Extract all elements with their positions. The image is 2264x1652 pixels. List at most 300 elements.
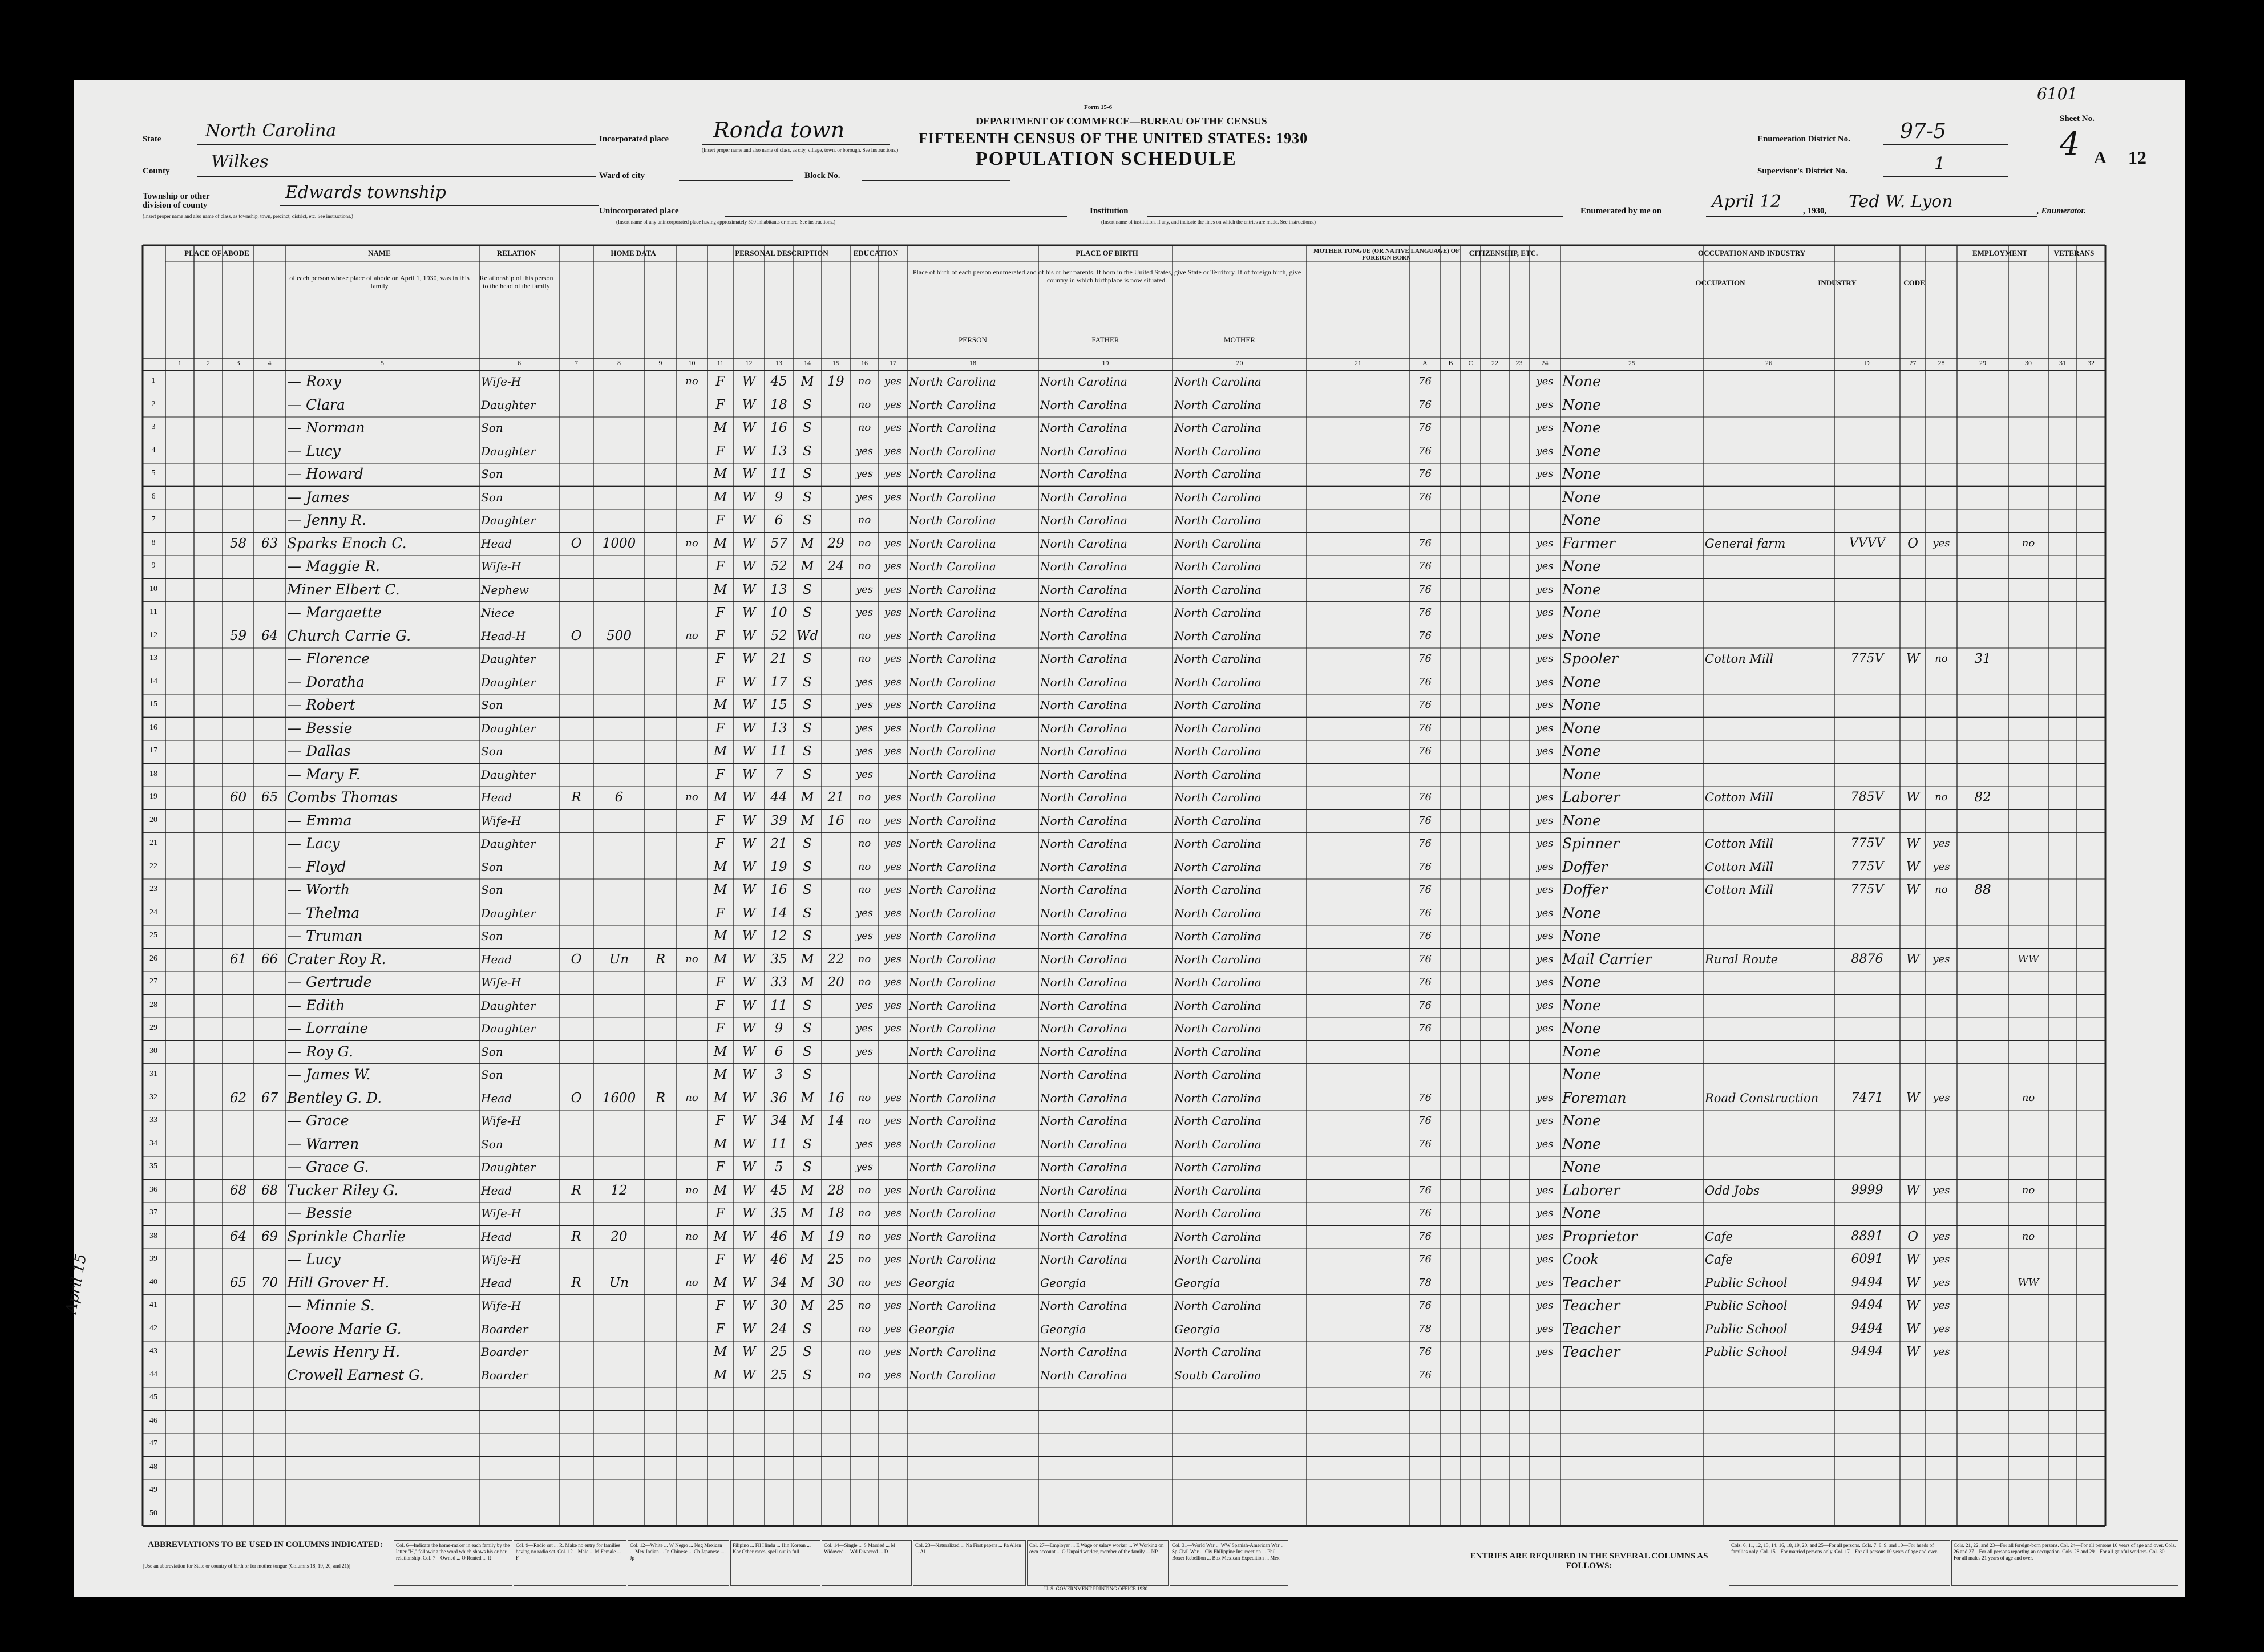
school-attendance: yes [855,468,874,480]
block-label: Block No. [804,171,840,180]
race: W [742,720,756,736]
marital-status: S [803,1044,812,1059]
birthplace-father: North Carolina [1040,1253,1127,1266]
birthplace-mother: North Carolina [1174,560,1262,573]
can-read-write: yes [884,814,902,827]
can-read-write: yes [884,1346,902,1358]
can-read-write: yes [884,560,902,572]
age: 11 [770,467,787,481]
industry: Cotton Mill [1705,860,1774,874]
birthplace-code: 76 [1418,1091,1432,1104]
birthplace-person: North Carolina [909,421,996,435]
relation-column-header: Relationship of this person to the head of the family [479,274,553,290]
column-number: 8 [617,359,621,367]
birthplace-person: North Carolina [909,1345,996,1359]
speaks-english: yes [1536,675,1554,688]
race: W [742,1114,756,1128]
table-row [143,1202,2105,1226]
line-number: 34 [149,1139,157,1148]
age-at-marriage: 30 [827,1275,844,1290]
birthplace-code: 76 [1418,675,1432,688]
department-line: DEPARTMENT OF COMMERCE—BUREAU OF THE CENSUS [976,115,1267,127]
class-of-worker: W [1906,951,1920,967]
occupation: None [1562,442,1601,459]
can-read-write: yes [884,1368,902,1381]
birthplace-mother: North Carolina [1174,1253,1262,1266]
marital-status: S [803,397,812,412]
birthplace-father: North Carolina [1040,952,1127,966]
group-education: EDUCATION [853,249,899,257]
person-name: — Doratha [287,673,365,690]
abbreviation-box: Col. 23—Naturalized ... Na First papers ... Pa Alien ... Al [913,1540,1026,1586]
birthplace-mother: North Carolina [1174,421,1262,435]
age: 35 [770,1206,787,1221]
at-work: yes [1933,860,1950,873]
line-number: 23 [149,885,157,893]
radio-set: R [655,1090,666,1106]
birthplace-person: North Carolina [909,721,996,735]
table-row [143,509,2105,533]
birthplace-father: North Carolina [1040,1091,1127,1105]
line-number: 45 [149,1393,157,1402]
can-read-write: yes [884,745,902,757]
marital-status: M [801,1114,814,1128]
age: 12 [770,929,787,944]
column-number: 2 [207,359,210,367]
line-number: 33 [149,1116,157,1124]
can-read-write: yes [884,930,902,942]
column-number: 10 [688,359,696,367]
school-attendance: no [858,791,871,803]
class-of-worker: W [1906,1183,1920,1198]
enumeration-date: April 12 [1712,192,1782,212]
relationship: Boarder [481,1368,528,1382]
institution-note: (Insert name of institution, if any, and indicate the lines on which the entries are made. See instructions.) [1101,219,1316,225]
birthplace-person: North Carolina [909,582,996,597]
birthplace-person: North Carolina [909,1206,996,1220]
table-row [143,463,2105,487]
age: 21 [770,651,787,666]
relationship: Daughter [481,1022,536,1035]
table-row [143,1041,2105,1064]
birthplace-father: North Carolina [1040,1044,1127,1059]
line-number: 15 [149,700,157,708]
veteran: no [2022,1230,2035,1242]
speaks-english: yes [1536,1253,1554,1265]
can-read-write: yes [884,860,902,873]
birthplace-mother: North Carolina [1174,1345,1262,1359]
age: 13 [770,720,787,736]
birthplace-mother: Georgia [1174,1276,1220,1290]
relationship: Wife-H [481,1299,521,1313]
home-value: 1600 [602,1090,636,1106]
birthplace-mother: North Carolina [1174,398,1262,412]
race: W [742,790,756,805]
relationship: Son [481,744,503,758]
school-attendance: no [858,1091,871,1104]
age: 44 [770,790,787,805]
marital-status: S [803,905,812,921]
age: 18 [770,397,787,412]
line-number: 3 [151,423,156,431]
race: W [742,698,756,712]
marital-status: S [803,443,812,459]
abbreviation-box: Col. 27—Employer ... E Wage or salary worker ... W Working on own account ... O Unpaid worker, member of the family ... NP [1027,1540,1169,1586]
occupation: Teacher [1562,1297,1620,1314]
speaks-english: yes [1536,1115,1554,1127]
birthplace-mother: North Carolina [1174,906,1262,920]
table-row [143,833,2105,856]
relationship: Wife-H [481,975,521,989]
person-name: — Truman [287,928,363,944]
school-attendance: no [858,514,871,526]
sex: F [715,813,725,828]
can-read-write: yes [884,906,902,919]
group-name: NAME [368,249,391,257]
age: 19 [770,859,787,874]
birthplace-mother: North Carolina [1174,1137,1262,1151]
column-number: 25 [1628,359,1635,367]
sex: F [715,1206,725,1221]
race: W [742,975,756,990]
birthplace-father: North Carolina [1040,998,1127,1013]
marital-status: S [803,744,812,759]
sex: M [713,489,727,505]
occupation: None [1562,812,1601,829]
birthplace-person: North Carolina [909,490,996,504]
birthplace-code: 76 [1418,1207,1432,1219]
industry: Public School [1705,1322,1788,1336]
person-name: — Florence [287,650,370,667]
at-work: no [1935,791,1948,803]
sex: F [715,513,725,528]
table-row [143,1364,2105,1388]
birthplace-father: North Carolina [1040,721,1127,735]
occupation: None [1562,419,1601,436]
birthplace-mother: North Carolina [1174,929,1262,943]
age: 25 [770,1367,787,1383]
table-row [143,579,2105,602]
school-attendance: no [858,1276,871,1289]
entries-required-title: ENTRIES ARE REQUIRED IN THE SEVERAL COLUMNS AS FOLLOWS: [1470,1552,1708,1570]
school-attendance: no [858,537,871,549]
table-row [143,1295,2105,1318]
birthplace-father: Georgia [1040,1276,1086,1290]
can-read-write: yes [884,884,902,896]
birthplace-person: North Carolina [909,698,996,712]
birthplace-code: 76 [1418,722,1432,734]
marital-status: Wd [796,628,819,643]
age-at-marriage: 24 [827,559,844,574]
at-work: yes [1933,1276,1950,1289]
relationship: Niece [481,606,515,620]
farm-residence: no [685,791,698,803]
birthplace-code: 76 [1418,422,1432,434]
age: 21 [770,836,787,851]
birthplace-father: North Carolina [1040,536,1127,550]
home-tenure: O [571,628,582,643]
group-place-of-abode: PLACE OF ABODE [184,249,249,257]
sex: F [715,720,725,736]
sex: F [715,651,725,666]
age-at-marriage: 25 [827,1252,844,1267]
race: W [742,1021,756,1036]
age: 45 [770,374,787,389]
person-name: — Grace G. [287,1159,369,1175]
class-of-worker: W [1906,1298,1920,1313]
at-work: yes [1933,1346,1950,1358]
class-of-worker: W [1906,790,1920,805]
occupation: Spooler [1562,650,1618,667]
occupation: Doffer [1562,858,1608,875]
birthplace-person: North Carolina [909,513,996,527]
industry: Cotton Mill [1705,883,1774,897]
home-value: 12 [611,1183,628,1198]
race: W [742,1367,756,1383]
age: 36 [770,1090,787,1106]
speaks-english: yes [1536,1207,1554,1219]
school-attendance: yes [855,444,874,457]
home-value: 1000 [602,536,636,551]
birthplace-code: 78 [1418,1276,1432,1289]
birthplace-code: 76 [1418,560,1432,572]
marital-status: S [803,605,812,620]
relationship: Daughter [481,398,536,412]
birthplace-father: North Carolina [1040,1229,1127,1244]
race: W [742,628,756,643]
birthplace-father: North Carolina [1040,929,1127,943]
relationship: Daughter [481,721,536,735]
birthplace-mother: North Carolina [1174,1044,1262,1059]
marital-status: S [803,1067,812,1082]
marital-status: S [803,513,812,528]
person-name: — Howard [287,465,364,482]
home-value: 6 [614,790,624,805]
at-work: yes [1933,1184,1950,1196]
family-number: 67 [261,1090,278,1106]
column-number: 28 [1938,359,1945,367]
line-number: 27 [149,977,157,986]
birthplace-person: North Carolina [909,1114,996,1128]
marital-status: S [803,1367,812,1383]
family-number: 63 [261,536,278,551]
relationship: Head-H [481,629,526,643]
birthplace-code: 76 [1418,976,1432,988]
at-work: yes [1933,1091,1950,1104]
family-number: 65 [261,790,278,805]
industry-code: 775V [1850,882,1884,897]
dwelling-number: 65 [229,1275,247,1290]
class-of-worker: W [1906,1252,1920,1267]
person-name: — Grace [287,1112,349,1129]
census-title: FIFTEENTH CENSUS OF THE UNITED STATES: 1930 [919,130,1308,147]
birthplace-mother: North Carolina [1174,467,1262,481]
table-row [143,602,2105,625]
birthplace-father: North Carolina [1040,490,1127,504]
table-row [143,556,2105,579]
veteran: WW [2018,953,2039,965]
age: 33 [770,975,787,990]
birthplace-person: North Carolina [909,1068,996,1082]
birthplace-father: North Carolina [1040,582,1127,597]
veteran: WW [2018,1276,2039,1289]
age: 5 [774,1160,783,1175]
birthplace-person: Georgia [909,1322,955,1336]
relationship: Son [481,490,503,504]
sex: M [713,1044,727,1059]
birthplace-code: 76 [1418,653,1432,665]
group-citizenship: CITIZENSHIP, ETC. [1469,249,1538,257]
person-column-header: PERSON [959,335,987,344]
speaks-english: yes [1536,1299,1554,1311]
speaks-english: yes [1536,1230,1554,1242]
person-name: — James W. [287,1066,371,1083]
column-number: 6 [518,359,521,367]
person-name: — Warren [287,1135,359,1152]
school-attendance: no [858,1346,871,1358]
birthplace-person: North Carolina [909,998,996,1013]
relationship: Daughter [481,675,536,689]
person-name: Miner Elbert C. [287,581,400,598]
relationship: Wife-H [481,1206,521,1220]
birthplace-person: North Carolina [909,1183,996,1197]
dwelling-number: 58 [229,536,247,551]
industry: Road Construction [1705,1091,1819,1105]
occupation: None [1562,673,1601,690]
birthplace-father: North Carolina [1040,1160,1127,1174]
birthplace-code: 76 [1418,930,1432,942]
industry-code: 775V [1850,651,1884,666]
birthplace-code: 76 [1418,1368,1432,1381]
industry-code: 8891 [1851,1229,1883,1244]
home-tenure: O [571,536,582,551]
birthplace-father: North Carolina [1040,629,1127,643]
township-value: Edwards township [285,183,446,203]
column-number: 7 [575,359,578,367]
class-of-worker: W [1906,882,1920,897]
home-tenure: O [571,1090,582,1106]
occupation: None [1562,604,1601,621]
farm-residence: no [685,629,698,642]
birthplace-father: North Carolina [1040,375,1127,388]
age: 25 [770,1345,787,1359]
can-read-write: yes [884,1230,902,1242]
marital-status: M [801,1229,814,1244]
township-note: (Insert proper name and also name of class, as township, town, precinct, district, etc. See instructions.) [143,213,353,219]
birthplace-person: North Carolina [909,606,996,620]
line-number: 30 [149,1046,157,1055]
column-number: 26 [1765,359,1772,367]
birthplace-person: North Carolina [909,398,996,412]
line-number: 8 [151,538,156,547]
birthplace-mother: North Carolina [1174,698,1262,712]
birthplace-person: Georgia [909,1276,955,1290]
birthplace-person: North Carolina [909,375,996,388]
can-read-write: yes [884,653,902,665]
line-number: 5 [151,469,156,477]
relationship: Daughter [481,1160,536,1174]
birthplace-father: North Carolina [1040,883,1127,897]
line-number: 37 [149,1208,157,1217]
age-at-marriage: 16 [827,813,844,828]
speaks-english: yes [1536,653,1554,665]
occupation: None [1562,465,1601,482]
age: 11 [770,1136,787,1152]
relationship: Wife-H [481,560,521,573]
family-number: 70 [261,1275,278,1290]
birthplace-mother: Georgia [1174,1322,1220,1336]
table-row [143,1180,2105,1203]
relationship: Son [481,1044,503,1059]
relationship: Daughter [481,906,536,920]
marital-status: S [803,674,812,690]
school-attendance: no [858,375,871,387]
industry-code: 9999 [1851,1183,1883,1197]
line-number: 26 [149,954,157,963]
sex: M [713,467,727,481]
birthplace-father: North Carolina [1040,606,1127,620]
line-number: 49 [149,1485,157,1494]
person-name: — Edith [287,997,345,1014]
person-name: — Gertrude [287,974,372,990]
industry-code: 775V [1850,836,1884,851]
dwelling-number: 64 [229,1229,247,1244]
birthplace-code: 76 [1418,606,1432,618]
race: W [742,951,756,967]
occupation: None [1562,512,1601,528]
line-number: 24 [149,908,157,917]
occupation: None [1562,1135,1601,1152]
sex: M [713,1183,727,1198]
line-number: 11 [149,608,157,616]
group-relation: RELATION [496,249,536,257]
township-label: Township or other division of county [143,192,210,210]
table-row [143,394,2105,418]
county-label: County [143,167,170,176]
occupation: None [1562,997,1601,1014]
person-name: Moore Marie G. [287,1320,402,1337]
table-row [143,1087,2105,1111]
can-read-write: yes [884,1253,902,1265]
industry: Rural Route [1705,952,1778,966]
can-read-write: yes [884,491,902,503]
occupation: None [1562,719,1601,736]
column-number: 31 [2059,359,2066,367]
occupation: None [1562,1043,1601,1060]
line-number: 29 [149,1023,157,1032]
birthplace-code: 76 [1418,745,1432,757]
table-row [143,440,2105,464]
birthplace-mother: North Carolina [1174,1160,1262,1174]
school-attendance: no [858,1368,871,1381]
marital-status: S [803,698,812,712]
school-attendance: yes [855,606,874,618]
speaks-english: yes [1536,1322,1554,1335]
line-number: 4 [151,446,156,455]
speaks-english: yes [1536,1137,1554,1150]
can-read-write: yes [884,1276,902,1289]
table-row [143,995,2105,1018]
sex: M [713,1275,727,1290]
marital-status: S [803,1136,812,1152]
marital-status: M [801,1090,814,1106]
person-name: Lewis Henry H. [287,1343,401,1360]
column-number: 12 [745,359,753,367]
school-attendance: yes [855,1022,874,1034]
sex: F [715,1321,725,1337]
race: W [742,767,756,782]
class-of-worker: O [1907,1229,1918,1244]
